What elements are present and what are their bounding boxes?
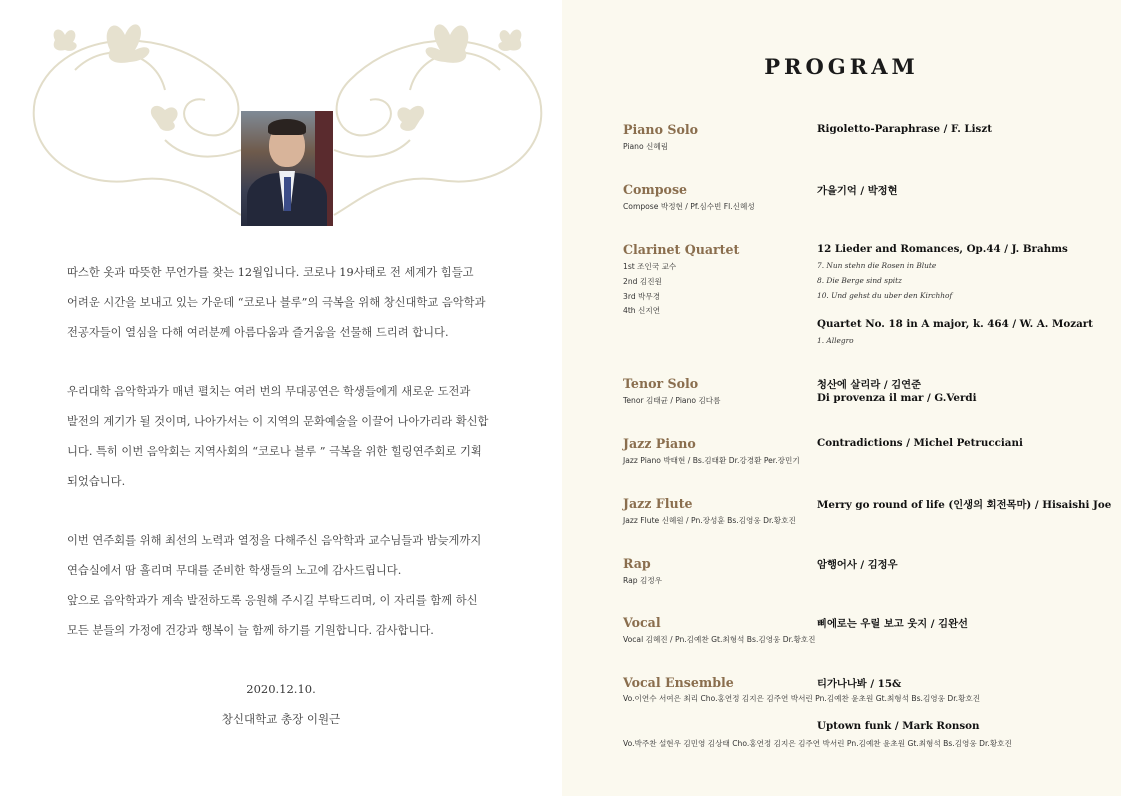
program-item-title: Rap bbox=[623, 556, 651, 571]
letter-line: 모든 분들의 가정에 건강과 행복이 늘 함께 하기를 기원합니다. 감사합니다. bbox=[67, 624, 434, 637]
letter-signature: 창신대학교 총장 이원근 bbox=[221, 712, 341, 726]
program-item-piece: 티가나나봐 / 15& bbox=[817, 678, 902, 690]
program-item-piece: 삐에로는 우릴 보고 웃지 / 김완선 bbox=[817, 618, 968, 630]
program-item-performers: Rap 김정우 bbox=[623, 576, 663, 585]
letter-line: 발전의 계기가 될 것이며, 나아가서는 이 지역의 문화예술을 이끌어 나아가리라 확신합 bbox=[67, 415, 489, 428]
letter-line: 이번 연주회를 위해 최선의 노력과 열정을 다해주신 음악학과 교수님들과 밤늦게까지 bbox=[67, 534, 482, 547]
program-item-piece: 청산에 살리라 / 김연준 bbox=[817, 379, 922, 391]
program-item-performers: 2nd 김진원 bbox=[623, 277, 662, 286]
president-photo bbox=[241, 111, 333, 226]
program-item-performers: Vocal 김혜진 / Pn.김예찬 Gt.최형석 Bs.김영웅 Dr.황호진 bbox=[623, 635, 816, 644]
program-item-movement: 10. Und gehst du uber den Kirchhof bbox=[817, 291, 953, 300]
letter-line: 앞으로 음악학과가 계속 발전하도록 응원해 주시길 부탁드리며, 이 자리를 함께 하신 bbox=[67, 594, 478, 607]
program-item-performers: Vo.이연수 서여은 최리 Cho.홍연정 김지은 김주연 박서린 Pn.김예찬 윤초원 Gt.최형석 Bs.김영웅 Dr.황호진 bbox=[623, 694, 981, 703]
program-item-performers: Jazz Flute 신혜원 / Pn.장성훈 Bs.김영웅 Dr.황호진 bbox=[623, 516, 796, 525]
program-item-movement: 8. Die Berge sind spitz bbox=[817, 276, 902, 285]
program-item-title: Jazz Piano bbox=[623, 436, 696, 451]
program-item-title: Tenor Solo bbox=[623, 376, 699, 391]
program-item-title: Clarinet Quartet bbox=[623, 242, 740, 257]
program-item-piece: 가을기억 / 박정현 bbox=[817, 185, 898, 197]
program-item-piece: Di provenza il mar / G.Verdi bbox=[817, 392, 977, 404]
program-item-piece: Merry go round of life (인생의 회전목마) / Hisaishi Joe bbox=[817, 499, 1112, 511]
program-item-performers: Piano 신혜림 bbox=[623, 142, 669, 151]
letter-line: 니다. 특히 이번 음악회는 지역사회의 “코로나 블루 ” 극복을 위한 힐링연주회로 기획 bbox=[67, 445, 482, 458]
program-item-movement: 1. Allegro bbox=[817, 336, 854, 345]
program-item-title: Piano Solo bbox=[623, 122, 699, 137]
program-item-piece: 암행어사 / 김정우 bbox=[817, 559, 898, 571]
letter-line: 되었습니다. bbox=[67, 475, 126, 488]
program-item-piece: Contradictions / Michel Petrucciani bbox=[817, 437, 1023, 449]
program-item-movement: 7. Nun stehn die Rosen in Blute bbox=[817, 261, 937, 270]
program-item-performers: 3rd 박무경 bbox=[623, 292, 661, 301]
program-item-title: Vocal bbox=[623, 615, 661, 630]
program-item-performers: 1st 조인국 교수 bbox=[623, 262, 677, 271]
program-item-performers: Tenor 김태균 / Piano 김다름 bbox=[623, 396, 721, 405]
program-item-performers: 4th 신지연 bbox=[623, 306, 661, 315]
program-item-piece: Rigoletto-Paraphrase / F. Liszt bbox=[817, 123, 992, 135]
program-item-piece: Uptown funk / Mark Ronson bbox=[817, 720, 980, 732]
program-item-piece: Quartet No. 18 in A major, k. 464 / W. A. Mozart bbox=[817, 318, 1093, 330]
greeting-letter bbox=[67, 258, 501, 646]
letter-date: 2020.12.10. bbox=[246, 682, 316, 696]
program-item-title: Vocal Ensemble bbox=[623, 675, 734, 690]
letter-line: 어려운 시간을 보내고 있는 가운데 “코로나 블루”의 극복을 위해 창신대학교 음악학과 bbox=[67, 296, 486, 309]
program-item-title: Jazz Flute bbox=[623, 496, 693, 511]
program-item-performers: Jazz Piano 박태현 / Bs.김태환 Dr.강경환 Per.장민기 bbox=[623, 456, 800, 465]
letter-line: 따스한 옷과 따뜻한 무언가를 찾는 12월입니다. 코로나 19사태로 전 세계가 힘들고 bbox=[67, 266, 474, 279]
program-item-piece: 12 Lieder and Romances, Op.44 / J. Brahms bbox=[817, 243, 1068, 255]
program-item-title: Compose bbox=[623, 182, 688, 197]
program-title: PROGRAM bbox=[764, 54, 919, 79]
program-item-performers: Compose 박정현 / Pf.심수빈 Fl.신혜성 bbox=[623, 202, 755, 211]
program-item-performers: Vo.박주찬 설현우 김민영 김상태 Cho.홍연정 김지은 김주연 박서린 Pn.김예찬 윤초원 Gt.최형석 Bs.김영웅 Dr.황호진 bbox=[623, 739, 1012, 748]
letter-line: 연습실에서 땀 흘리며 무대를 준비한 학생들의 노고에 감사드립니다. bbox=[67, 564, 402, 577]
letter-line: 전공자들이 열심을 다해 여러분께 아름다움과 즐거움을 선물해 드리려 합니다. bbox=[67, 326, 449, 339]
letter-line: 우리대학 음악학과가 매년 펼치는 여러 번의 무대공연은 학생들에게 새로운 도전과 bbox=[67, 385, 471, 398]
